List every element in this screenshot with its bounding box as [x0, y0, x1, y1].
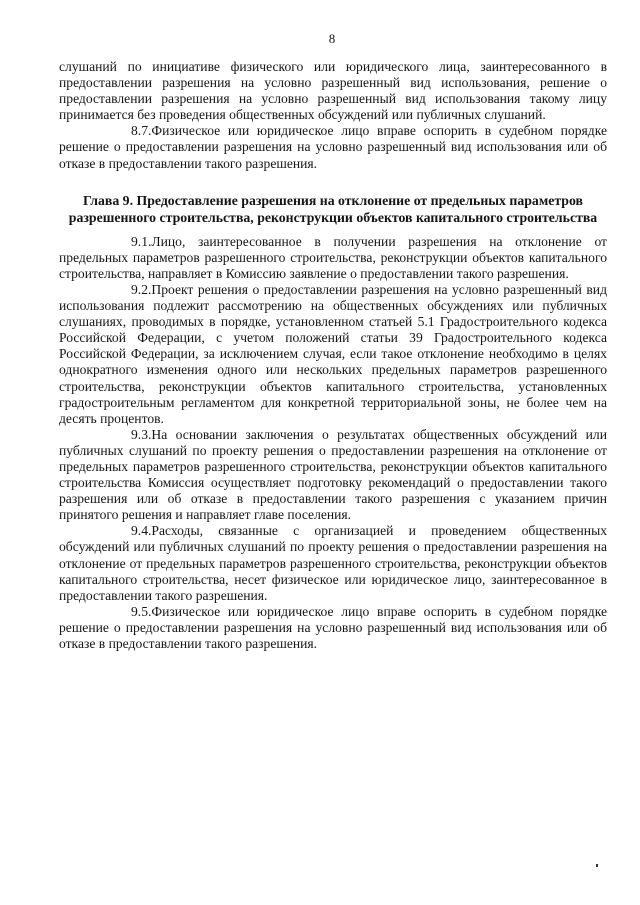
- clause-text: Лицо, заинтересованное в получении разрешения на отклонение от предельных параметров разрешенного строительства, реконструкции объектов капитального строительства, направляет в Комиссию заявление о предоставлении такого разрешения.: [59, 233, 607, 281]
- clause-number: 8.7.: [131, 123, 152, 139]
- clause-number: 9.5.: [131, 603, 152, 619]
- clause-9-5: [59, 604, 607, 652]
- clause-8-7: [59, 123, 607, 171]
- clause-9-4: [59, 523, 607, 603]
- clause-9-3: [59, 427, 607, 524]
- clause-9-1: [59, 234, 607, 282]
- page-content: [59, 59, 607, 652]
- clause-number: 9.1.: [131, 233, 152, 249]
- scan-speck: [596, 864, 598, 867]
- clause-text: Физическое или юридическое лицо вправе оспорить в судебном порядке решение о предоставлении разрешения на условно разрешенный вид использования или об отказе в предоставлении такого разрешения.: [59, 123, 607, 171]
- clause-number: 9.2.: [131, 281, 152, 297]
- clause-text: Физическое или юридическое лицо вправе оспорить в судебном порядке решение о предоставлении разрешения на условно разрешенный вид использования или об отказе в предоставлении такого разрешения.: [59, 603, 607, 651]
- clause-text: Проект решения о предоставлении разрешения на условно разрешенный вид использования подлежит рассмотрению на общественных обсуждениях или публичных слушаниях, проводимых в порядке, установленном статьей 5.1 Градостроительного кодекса Российской Федерации, с учетом положений статьи 39 Градостроительного кодекса Российской Федерации, за исключением случая, если такое отклонение необходимо в целях однократного изменения одного или нескольких предельных параметров разрешенного строительства, реконструкции объектов капитального строительства, установленных градостроительным регламентом для конкретной территориальной зоны, не более чем на десять процентов.: [59, 281, 607, 426]
- chapter-heading: Глава 9. Предоставление разрешения на отклонение от предельных параметров разрешенного строительства, реконструкции объектов капитального строительства: [68, 192, 598, 225]
- clause-9-2: [59, 282, 607, 427]
- page-number: 8: [328, 31, 336, 46]
- clause-text: Расходы, связанные с организацией и проведением общественных обсуждений или публичных слушаний по проекту решения о предоставлении разрешения на отклонение от предельных параметров разрешенного строительства, реконструкции объектов капитального строительства, несет физическое или юридическое лицо, заинтересованное в предоставлении такого разрешения.: [59, 523, 607, 603]
- intro-paragraph: слушаний по инициативе физического или юридического лица, заинтересованного в предоставлении разрешения на условно разрешенный вид использования, решение о предоставлении разрешения на условно разрешенный вид использования такому лицу принимается без проведения общественных обсуждений или публичных слушаний.: [59, 59, 607, 123]
- clause-number: 9.3.: [131, 426, 152, 442]
- clause-text: На основании заключения о результатах общественных обсуждений или публичных слушаний по проекту решения о предоставлении разрешения на отклонение от предельных параметров разрешенного строительства, реконструкции объектов капитального строительства Комиссия осуществляет подготовку рекомендаций о предоставлении такого разрешения или об отказе в предоставлении такого разрешения с указанием причин принятого решения и направляет главе поселения.: [59, 426, 607, 523]
- clause-number: 9.4.: [131, 523, 152, 539]
